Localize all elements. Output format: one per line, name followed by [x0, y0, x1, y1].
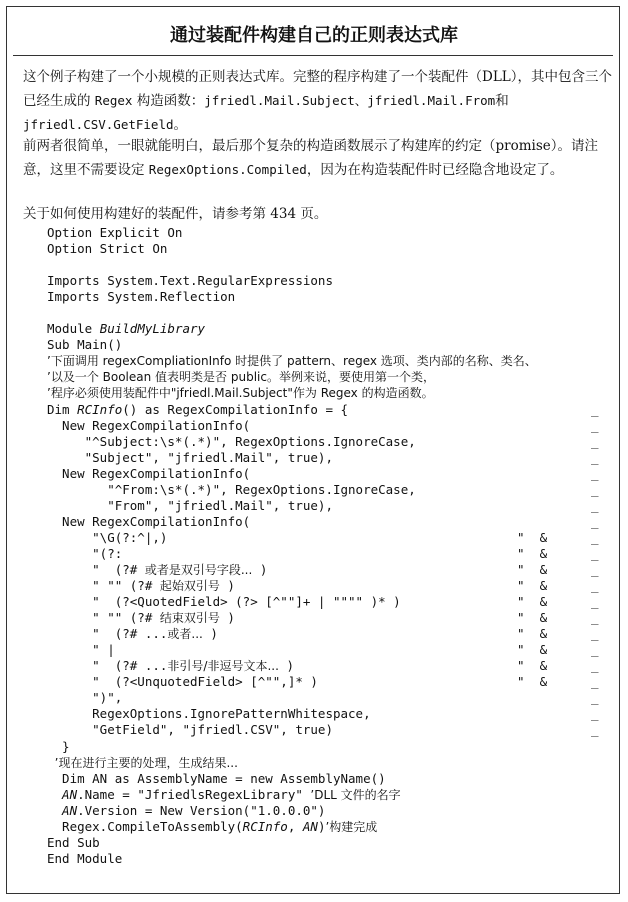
code-text: " (?<UnquotedField> [^"",]* )	[47, 674, 318, 690]
code-amp: " &	[517, 626, 548, 642]
code-tail: )	[278, 658, 294, 674]
code-text: Imports System.Reflection	[47, 289, 236, 305]
code-tail2: )	[317, 818, 326, 834]
code-text: " (?#	[47, 561, 145, 577]
code-cont: _	[591, 610, 599, 626]
code-italic: RCInfo	[77, 401, 123, 417]
code-ctext: ’构建完成	[325, 819, 378, 834]
code-line	[47, 514, 617, 530]
code-line	[47, 273, 617, 289]
code-line	[47, 706, 617, 722]
reference-paragraph	[23, 203, 613, 226]
code-tail: ,	[287, 818, 303, 834]
code-line	[47, 434, 617, 450]
code-text: "(?:	[47, 545, 123, 561]
code-cont: _	[591, 465, 599, 481]
code-ctext: 或者是双引号字段...	[144, 562, 253, 577]
code-cont: _	[591, 449, 599, 465]
code-text: End Sub	[47, 834, 100, 850]
code-text: New RegexCompilationInfo(	[47, 465, 251, 481]
code-line	[47, 674, 617, 690]
code-cont: _	[591, 561, 599, 577]
code-text: " (?# ...	[47, 626, 168, 642]
code-line	[47, 787, 617, 803]
code-amp: " &	[517, 578, 548, 594]
code-cont: _	[591, 658, 599, 674]
code-text: End Module	[47, 850, 123, 866]
code-text: "Subject", "jfriedl.Mail", true),	[47, 449, 333, 465]
code-line	[47, 658, 617, 674]
code-comment: ’以及一个 Boolean 值表明类是否 public。举例来说，要使用第一个类，	[47, 370, 435, 385]
code-line	[47, 626, 617, 642]
code-amp: " &	[517, 561, 548, 577]
reference-text: 关于如何使用构建好的装配件，请参考第 434 页。	[23, 206, 328, 222]
code-amp: " &	[517, 529, 548, 545]
code-italic2: AN	[302, 818, 318, 834]
explanation-code-1: RegexOptions.Compiled	[148, 162, 307, 177]
code-tail: .Name = "JfriedlsRegexLibrary"	[77, 786, 311, 802]
code-text: Dim	[47, 401, 78, 417]
code-line	[47, 402, 617, 418]
code-line	[47, 369, 617, 385]
code-tail: )	[252, 561, 268, 577]
code-tail: .Version = New Version("1.0.0.0")	[77, 802, 326, 818]
code-ctext: ’DLL 文件的名字	[310, 787, 401, 802]
code-line	[47, 450, 617, 466]
code-tail: )	[202, 626, 218, 642]
code-line	[47, 578, 617, 594]
code-line	[47, 530, 617, 546]
intro-text-1: 这个例子构建了一个小规模的正则表达式库。完整的程序构建了一个装配件（DLL），其中包含三个已经生成的	[23, 69, 613, 109]
code-tail: )	[219, 578, 235, 594]
code-cont: _	[591, 578, 599, 594]
code-line	[47, 690, 617, 706]
code-text: Sub Main()	[47, 337, 123, 353]
code-line	[47, 755, 617, 771]
code-ctext: 非引号/非逗号文本...	[167, 659, 279, 674]
code-line	[47, 289, 617, 305]
code-text: " (?<QuotedField> (?> [^""]+ | """" )* )	[47, 594, 401, 610]
code-line	[47, 835, 617, 851]
code-line	[47, 321, 617, 337]
code-line	[47, 337, 617, 353]
code-text: ")",	[47, 690, 123, 706]
code-line	[47, 642, 617, 658]
code-amp: " &	[517, 594, 548, 610]
code-listing	[47, 225, 617, 867]
code-line	[47, 610, 617, 626]
code-text: Option Explicit On	[47, 225, 183, 240]
code-text: RegexOptions.IgnorePatternWhitespace,	[47, 706, 371, 722]
code-text: }	[47, 738, 70, 754]
code-text: "From", "jfriedl.Mail", true),	[47, 497, 333, 513]
code-cont: _	[591, 642, 599, 658]
code-tail: )	[219, 610, 235, 626]
code-line	[47, 466, 617, 482]
code-line	[47, 257, 617, 273]
code-text: "\G(?:^|,)	[47, 529, 168, 545]
code-line	[47, 482, 617, 498]
code-cont: _	[591, 401, 599, 417]
intro-code-1: Regex	[94, 93, 133, 108]
intro-text-4: 。	[173, 117, 188, 133]
code-ctext: 结束双引号	[159, 611, 220, 626]
code-cont: _	[591, 706, 599, 722]
code-ctext: 或者...	[167, 627, 203, 642]
explanation-text-2: ，因为在构造装配件时已经隐含地设定了。	[306, 162, 564, 178]
code-italic: AN	[47, 786, 78, 802]
code-cont: _	[591, 690, 599, 706]
code-line	[47, 241, 617, 257]
page-title: 通过装配件构建自己的正则表达式库	[170, 25, 458, 46]
intro-text-2: 构造函数：	[132, 93, 205, 109]
code-line	[47, 353, 617, 369]
document-frame	[6, 6, 620, 894]
code-line	[47, 546, 617, 562]
code-line	[47, 722, 617, 738]
code-line	[47, 305, 617, 321]
code-amp: " &	[517, 674, 548, 690]
code-cont: _	[591, 626, 599, 642]
code-italic: BuildMyLibrary	[99, 321, 206, 337]
code-cont: _	[591, 497, 599, 513]
code-text: " "" (?#	[47, 610, 160, 626]
code-cont: _	[591, 674, 599, 690]
code-amp: " &	[517, 642, 548, 658]
code-comment: ’程序必须使用装配件中"jfriedl.Mail.Subject"作为 Regex 的构造函数。	[47, 386, 434, 401]
code-text: " (?# ...	[47, 658, 168, 674]
code-line	[47, 498, 617, 514]
code-amp: " &	[517, 545, 548, 561]
code-text: Option Strict On	[47, 241, 168, 257]
code-cont: _	[591, 545, 599, 561]
code-line	[47, 385, 617, 401]
code-line	[47, 771, 617, 787]
code-line	[47, 418, 617, 434]
code-text: Regex.CompileToAssembly(	[47, 818, 243, 834]
code-cont: _	[591, 513, 599, 529]
code-cont: _	[591, 481, 599, 497]
code-line	[47, 739, 617, 755]
code-text: Imports System.Text.RegularExpressions	[47, 273, 333, 289]
code-text: Module	[47, 321, 100, 337]
code-cont: _	[591, 417, 599, 433]
title-divider	[13, 55, 613, 56]
code-text: "GetField", "jfriedl.CSV", true)	[47, 722, 333, 738]
code-cont: _	[591, 722, 599, 738]
code-text: "^Subject:\s*(.*)", RegexOptions.IgnoreCase,	[47, 433, 416, 449]
code-amp: " &	[517, 658, 548, 674]
code-comment: ’现在进行主要的处理，生成结果...	[47, 755, 238, 770]
code-comment: ’下面调用 regexCompliationInfo 时提供了 pattern、regex 选项、类内部的名称、类名、	[47, 354, 537, 369]
code-line	[47, 819, 617, 835]
code-italic: AN	[47, 802, 78, 818]
code-line	[47, 803, 617, 819]
code-line	[47, 225, 617, 241]
code-cont: _	[591, 594, 599, 610]
code-text: "^From:\s*(.*)", RegexOptions.IgnoreCase,	[47, 481, 416, 497]
code-italic: RCInfo	[242, 818, 288, 834]
code-amp: " &	[517, 610, 548, 626]
code-text: New RegexCompilationInfo(	[47, 417, 251, 433]
code-text: " |	[47, 642, 115, 658]
intro-paragraph	[23, 66, 613, 137]
code-text: " "" (?#	[47, 578, 160, 594]
intro-code-2: jfriedl.Mail.Subject、jfriedl.Mail.From	[204, 93, 496, 108]
code-tail: () as RegexCompilationInfo = {	[122, 401, 349, 417]
explanation-paragraph	[23, 135, 613, 182]
code-line	[47, 594, 617, 610]
code-text: New RegexCompilationInfo(	[47, 513, 251, 529]
intro-code-3: jfriedl.CSV.GetField	[23, 117, 174, 132]
explanation-text-1: 前两者很简单，一眼就能明白，最后那个复杂的构造函数展示了构建库的约定（promise）。请注意，这里不需要设定	[23, 138, 599, 178]
intro-text-3: 和	[495, 93, 509, 109]
code-cont: _	[591, 433, 599, 449]
code-line	[47, 562, 617, 578]
code-cont: _	[591, 529, 599, 545]
code-text: Dim AN as AssemblyName = new AssemblyName()	[47, 770, 386, 786]
code-ctext: 起始双引号	[159, 579, 220, 594]
code-line	[47, 851, 617, 867]
